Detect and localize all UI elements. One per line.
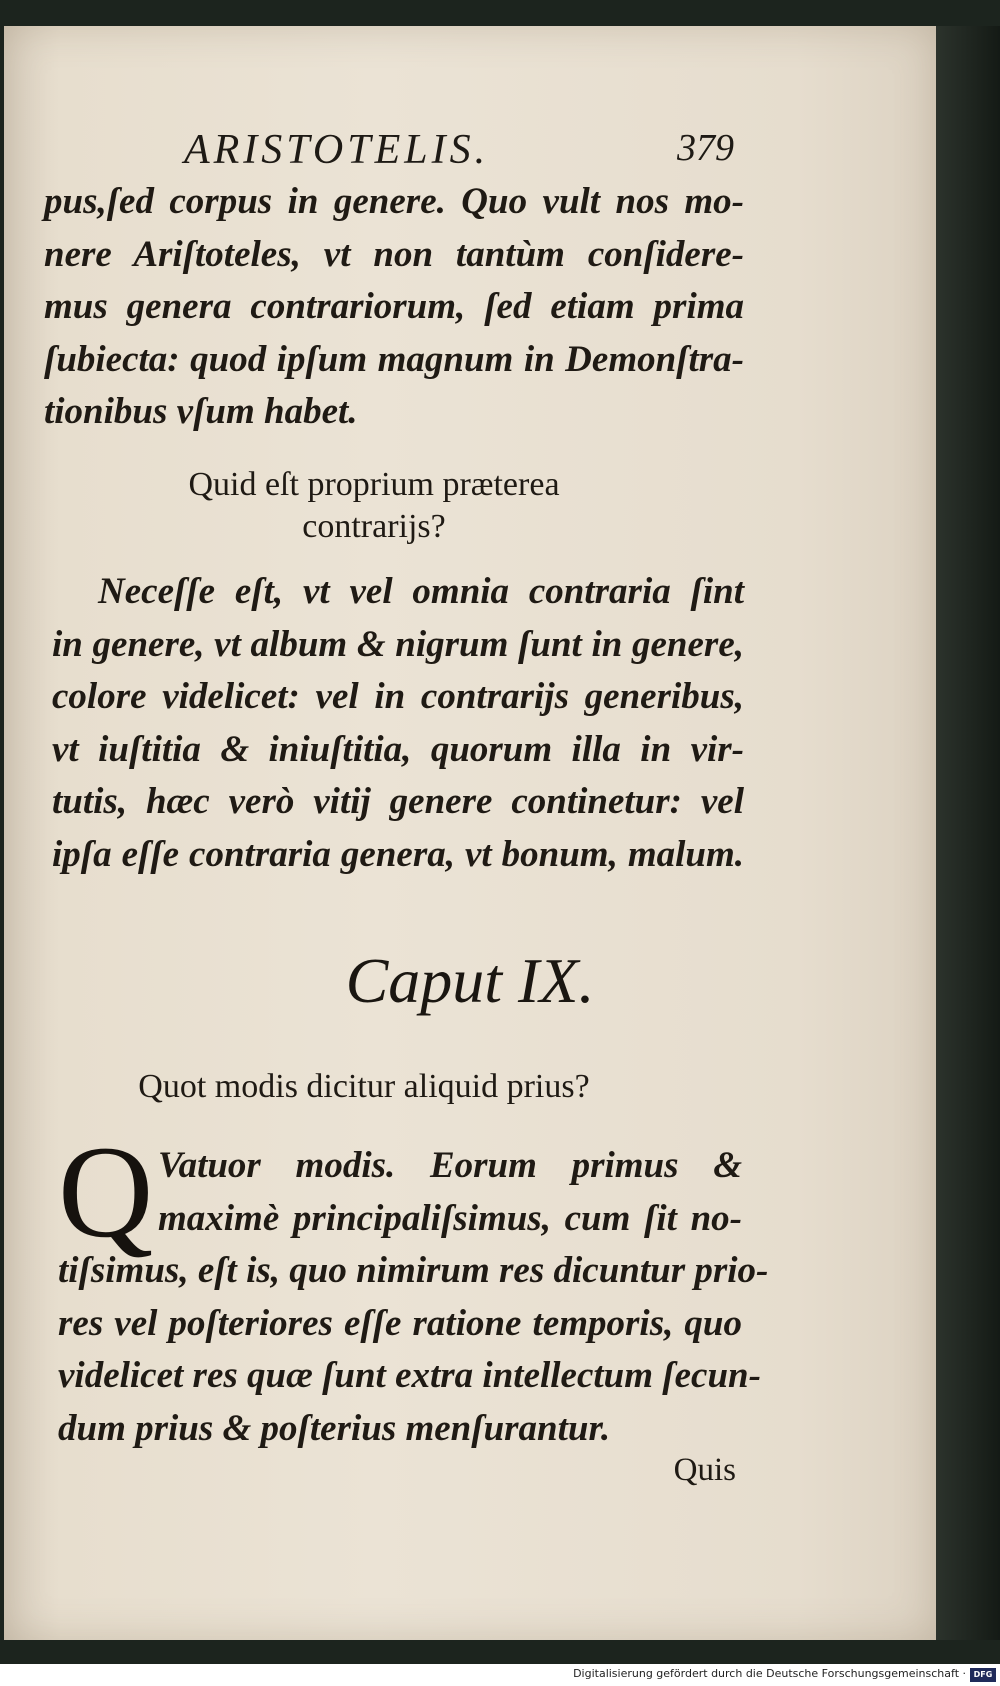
page-edge-shadow [936,26,1000,1640]
question-line: contrarijs? [302,508,446,545]
paragraph-3 [58,1140,769,1455]
page-header [184,126,734,176]
question-heading-2: Quot modis dicitur aliquid prius? [138,1068,590,1105]
footer-bar [0,1664,1000,1686]
text-line: ſubiecta: quod ipſum magnum in Demonſtra- [44,338,744,380]
dfg-logo: DFG [970,1668,996,1682]
running-title: ARISTOTELIS. [184,127,490,173]
text-line: maximè principaliſsimus, cum ſit no- [158,1197,742,1239]
text-line: pus,ſed corpus in genere. Quo vult nos mo- [44,181,744,222]
text-line: in genere, vt album & nigrum ſunt in genere, [52,623,744,665]
text-line: videlicet res quæ ſunt extra intellectum ſecun- [58,1355,761,1396]
text-line: Neceſſe eſt, vt vel omnia contraria ſint [98,571,744,612]
paragraph-2 [52,566,744,881]
catchword: Quis [673,1452,736,1488]
text-line: colore videlicet: vel in contrarijs generibus, [52,676,744,717]
text-line: vt iuſtitia & iniuſtitia, quorum illa in vir- [52,728,744,770]
text-line: Vatuor modis. Eorum primus & [158,1145,742,1186]
text-line: tutis, hæc verò vitij genere continetur: vel [52,781,744,822]
footer-credit: Digitalisierung gefördert durch die Deutsche Forschungsgemeinschaft · [573,1667,966,1680]
text-line: ipſa eſſe contraria genera, vt bonum, malum. [52,833,744,875]
paragraph-1 [44,176,744,439]
text-line: tionibus vſum habet. [44,391,358,432]
text-line: dum prius & poſterius menſurantur. [58,1407,611,1449]
text-line: mus genera contrariorum, ſed etiam prima [44,286,744,327]
question-heading-1 [64,464,684,548]
chapter-heading: Caput IX. [345,945,595,1016]
text-line: tiſsimus, eſt is, quo nimirum res dicuntur prio- [58,1250,769,1291]
page-number: 379 [677,127,734,169]
text-line: nere Ariſtoteles, vt non tantùm conſidere- [44,233,744,275]
text-line: res vel poſteriores eſſe ratione temporis, quo [58,1302,742,1344]
book-page [4,26,936,1640]
drop-cap: Q [58,1118,154,1265]
question-line: Quid eſt proprium præterea [188,466,560,503]
